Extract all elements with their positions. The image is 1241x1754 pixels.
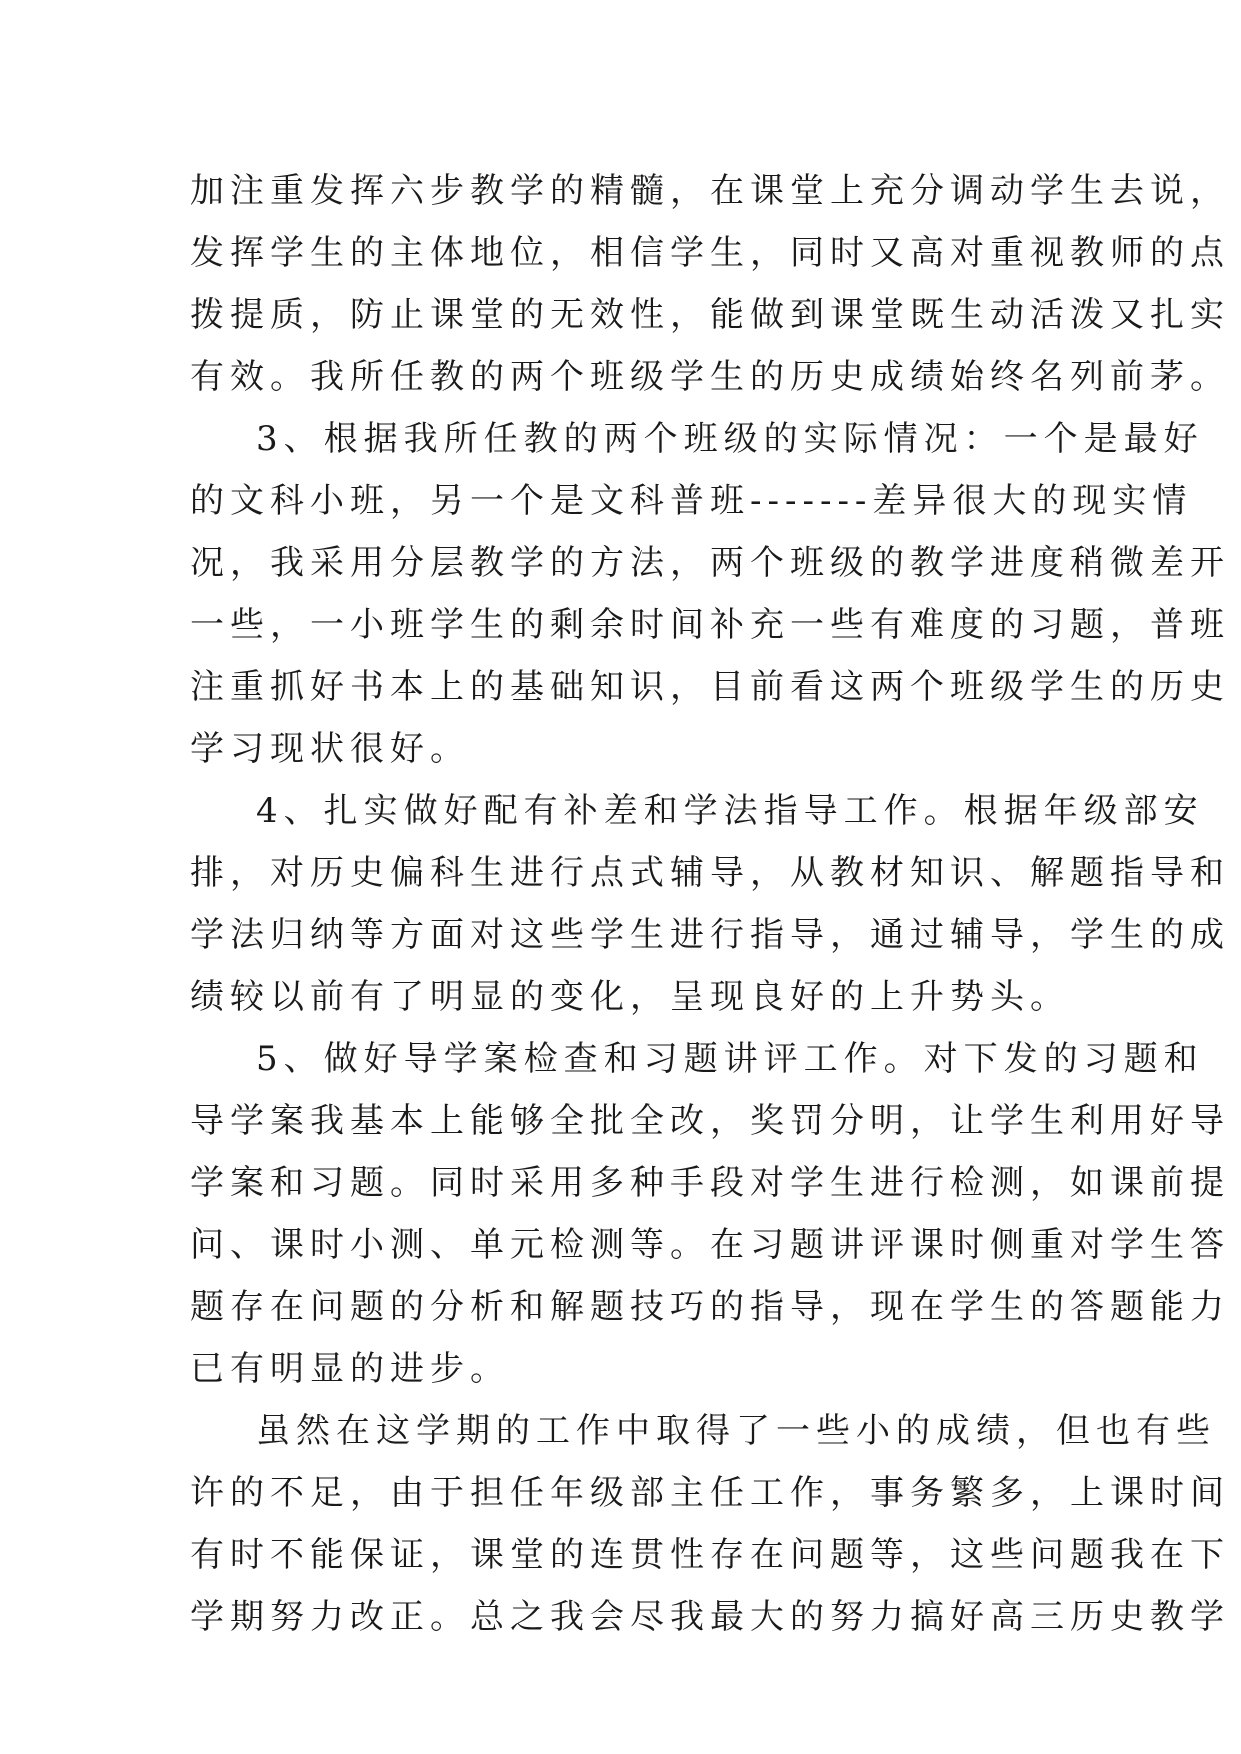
document-page [190,160,1230,1648]
text-line: 拨提质，防止课堂的无效性，能做到课堂既生动活泼又扎实 [190,295,1230,335]
text-line: 发挥学生的主体地位，相信学生，同时又高对重视教师的点 [190,233,1230,273]
paragraph-4-start: 4、扎实做好配有补差和学法指导工作。根据年级部安 [256,791,1204,831]
text-line: 问、课时小测、单元检测等。在习题讲评课时侧重对学生答 [190,1225,1230,1265]
text-line: 的文科小班，另一个是文科普班-------差异很大的现实情 [190,481,1193,521]
text-line: 排，对历史偏科生进行点式辅导，从教材知识、解题指导和 [190,853,1230,893]
text-line: 加注重发挥六步教学的精髓，在课堂上充分调动学生去说， [190,171,1230,211]
text-line: 一些，一小班学生的剩余时间补充一些有难度的习题，普班 [190,605,1230,645]
text-line: 许的不足，由于担任年级部主任工作，事务繁多，上课时间 [190,1473,1230,1513]
text-line: 有时不能保证，课堂的连贯性存在问题等，这些问题我在下 [190,1535,1230,1575]
text-line: 已有明显的进步。 [190,1349,510,1389]
paragraph-summary-start: 虽然在这学期的工作中取得了一些小的成绩，但也有些 [256,1411,1216,1451]
text-line: 题存在问题的分析和解题技巧的指导，现在学生的答题能力 [190,1287,1230,1327]
text-line: 况，我采用分层教学的方法，两个班级的教学进度稍微差开 [190,543,1230,583]
text-line: 有效。我所任教的两个班级学生的历史成绩始终名列前茅。 [190,357,1230,397]
text-line: 绩较以前有了明显的变化，呈现良好的上升势头。 [190,977,1070,1017]
text-line: 学期努力改正。总之我会尽我最大的努力搞好高三历史教学 [190,1597,1230,1637]
paragraph-3-start: 3、根据我所任教的两个班级的实际情况：一个是最好 [256,419,1204,459]
text-line: 学案和习题。同时采用多种手段对学生进行检测，如课前提 [190,1163,1230,1203]
paragraph-5-start: 5、做好导学案检查和习题讲评工作。对下发的习题和 [256,1039,1204,1079]
text-line: 学法归纳等方面对这些学生进行指导，通过辅导，学生的成 [190,915,1230,955]
text-line: 导学案我基本上能够全批全改，奖罚分明，让学生利用好导 [190,1101,1230,1141]
text-line: 学习现状很好。 [190,729,470,769]
text-line: 注重抓好书本上的基础知识，目前看这两个班级学生的历史 [190,667,1230,707]
